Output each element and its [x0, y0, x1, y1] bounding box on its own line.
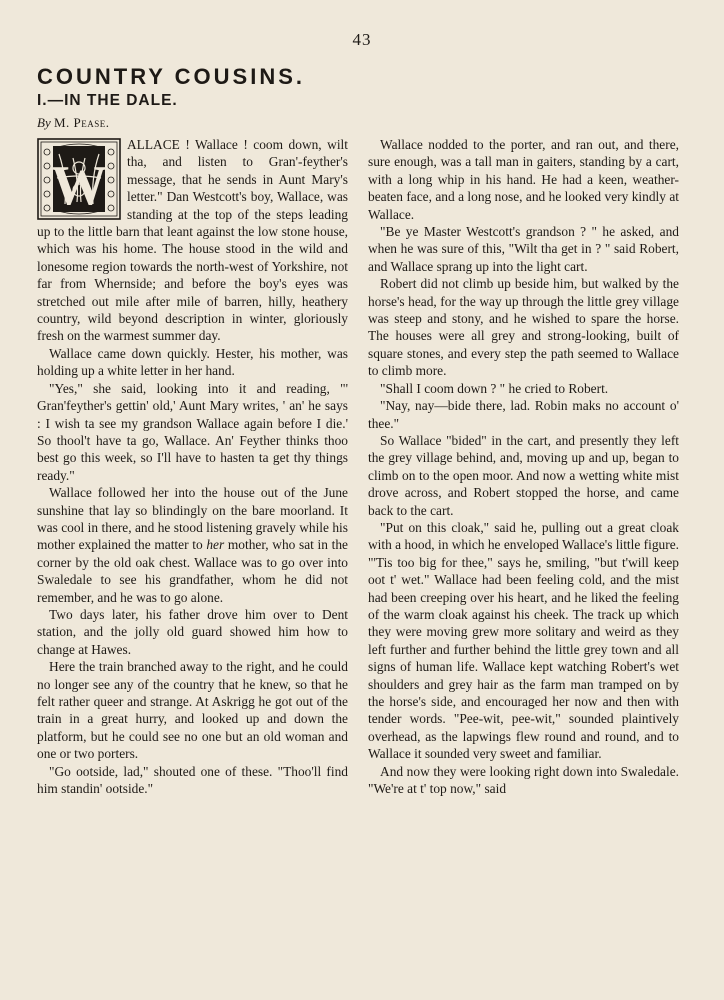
paragraph: Robert did not climb up beside him, but walked by the horse's head, for the way up through the little grey village was steep and stony, and he wished to spare the horse. The houses were all grey and strong-looking, built of square stones, and every step the path seemed to Wallace to climb more. [368, 276, 679, 379]
emphasis: her [206, 537, 225, 553]
paragraph [37, 484, 348, 606]
paragraph: Two days later, his father drove him over to Dent station, and the jolly old guard showed him how to change at Hawes. [37, 606, 348, 657]
paragraph: "Nay, nay—bide there, lad. Robin maks no account o' thee." [368, 398, 679, 431]
paragraph: Here the train branched away to the right, and he could no longer see any of the country that he knew, so that he felt rather queer and strange. At Askrigg he got out of the train in a great hurry, and looked up and down the platform, but he could see no one but an old woman and one or two porters. [37, 659, 348, 762]
paragraph-text: mother, who sat in the corner by the old oak chest. Wallace was to go over into Swaledale to see his grandfather, whom he did not remember, and he was to go alone. [37, 537, 348, 605]
paragraph-text: Wallace followed her into the house out of the June sunshine that lay so blindingly on the bare moorland. It was cool in there, and he stood listening gravely while his mother explained the matter to [37, 485, 348, 553]
left-column [37, 136, 348, 797]
article-title: COUNTRY COUSINS. [37, 64, 306, 89]
drop-cap-letter: W [51, 155, 107, 217]
paragraph: "Yes," she said, looking into it and reading, "' Gran'feyther's gettin' old,' Aunt Mary writes, ' an' he says : I wish ta see my grandson Wallace again before I die.' So thool't have ta go, Wallace. An' Feyther thinks thoo best go this week, so I'll have to hasten ta get thy things ready." [37, 380, 348, 483]
paragraph: "Go ootside, lad," shouted one of these. "Thoo'll find him standin' ootside." [37, 763, 348, 797]
paragraph: "Shall I coom down ? " he cried to Robert. [380, 380, 609, 396]
byline [37, 115, 110, 131]
paragraph: "Be ye Master Westcott's grandson ? " he asked, and when he was sure of this, "Wilt tha get in ? " said Robert, and Wallace sprang up into the light cart. [368, 224, 679, 274]
ornamental-drop-cap [37, 138, 121, 220]
paragraph: Wallace nodded to the porter, and ran out, and there, sure enough, was a tall man in gaiters, standing by a cart, with a long whip in his hand. He had a keen, weather-beaten face, and a long nose, and he looked very kindly at Wallace. [368, 137, 679, 222]
opening-word: ALLACE [127, 137, 180, 152]
paragraph [37, 136, 348, 345]
paragraph: So Wallace "bided" in the cart, and presently they left the grey village behind, and, moving up and up, began to climb on to the open moor. And now a wetting white mist drove across, and Robert stopped the horse, and came back to the cart. [368, 432, 679, 518]
paragraph: Wallace came down quickly. Hester, his mother, was holding up a white letter in her hand. [37, 345, 348, 379]
paragraph: "Put on this cloak," said he, pulling out a great cloak with a hood, in which he enveloped Wallace's little figure. "'Tis too big for thee," says he, smiling, "but t'will keep oot t' wet." Wallace had been feeling cold, and the mist had been creeping over his heart, and he liked the feeling of the warm cloak against his cheek. The track up which they were moving grew more solitary and weird as they left further and further behind the little grey town and all signs of human life. Wallace kept watching Robert's wet shoulders and grey hair as the farm man tramped on by the horse's side, and encouraged her now and then with tender words. "Pee-wit, pee-wit," sounded plaintively overhead, as the lapwings flew round and round, and to Wallace it sounded very sweet and familiar. [368, 519, 679, 762]
paragraph: And now they were looking right down into Swaledale. "We're at t' top now," said [368, 763, 679, 797]
byline-by: By [37, 115, 51, 130]
byline-author: M. Pease. [53, 115, 110, 130]
chapter-heading: I.—IN THE DALE. [37, 92, 178, 109]
paragraph-text: ! Wallace ! coom down, wilt tha, and listen to Gran'-feyther's message, that he sends in Aunt Mary's letter." Dan Westcott's boy, Wallace, was standing at the top of the steps leading up to the little barn that leant against the low stone house, which was his home. The house stood in the wild and lonesome region towards the north-west of Yorkshire, not far from Whernside; and before the boy's eyes was stretched out mile after mile of barren, hilly, heathery country, wild beyond description in winter, gloriously fresh on the warmest summer day. [37, 137, 348, 344]
page-number: 43 [352, 30, 372, 49]
right-column [368, 136, 679, 797]
